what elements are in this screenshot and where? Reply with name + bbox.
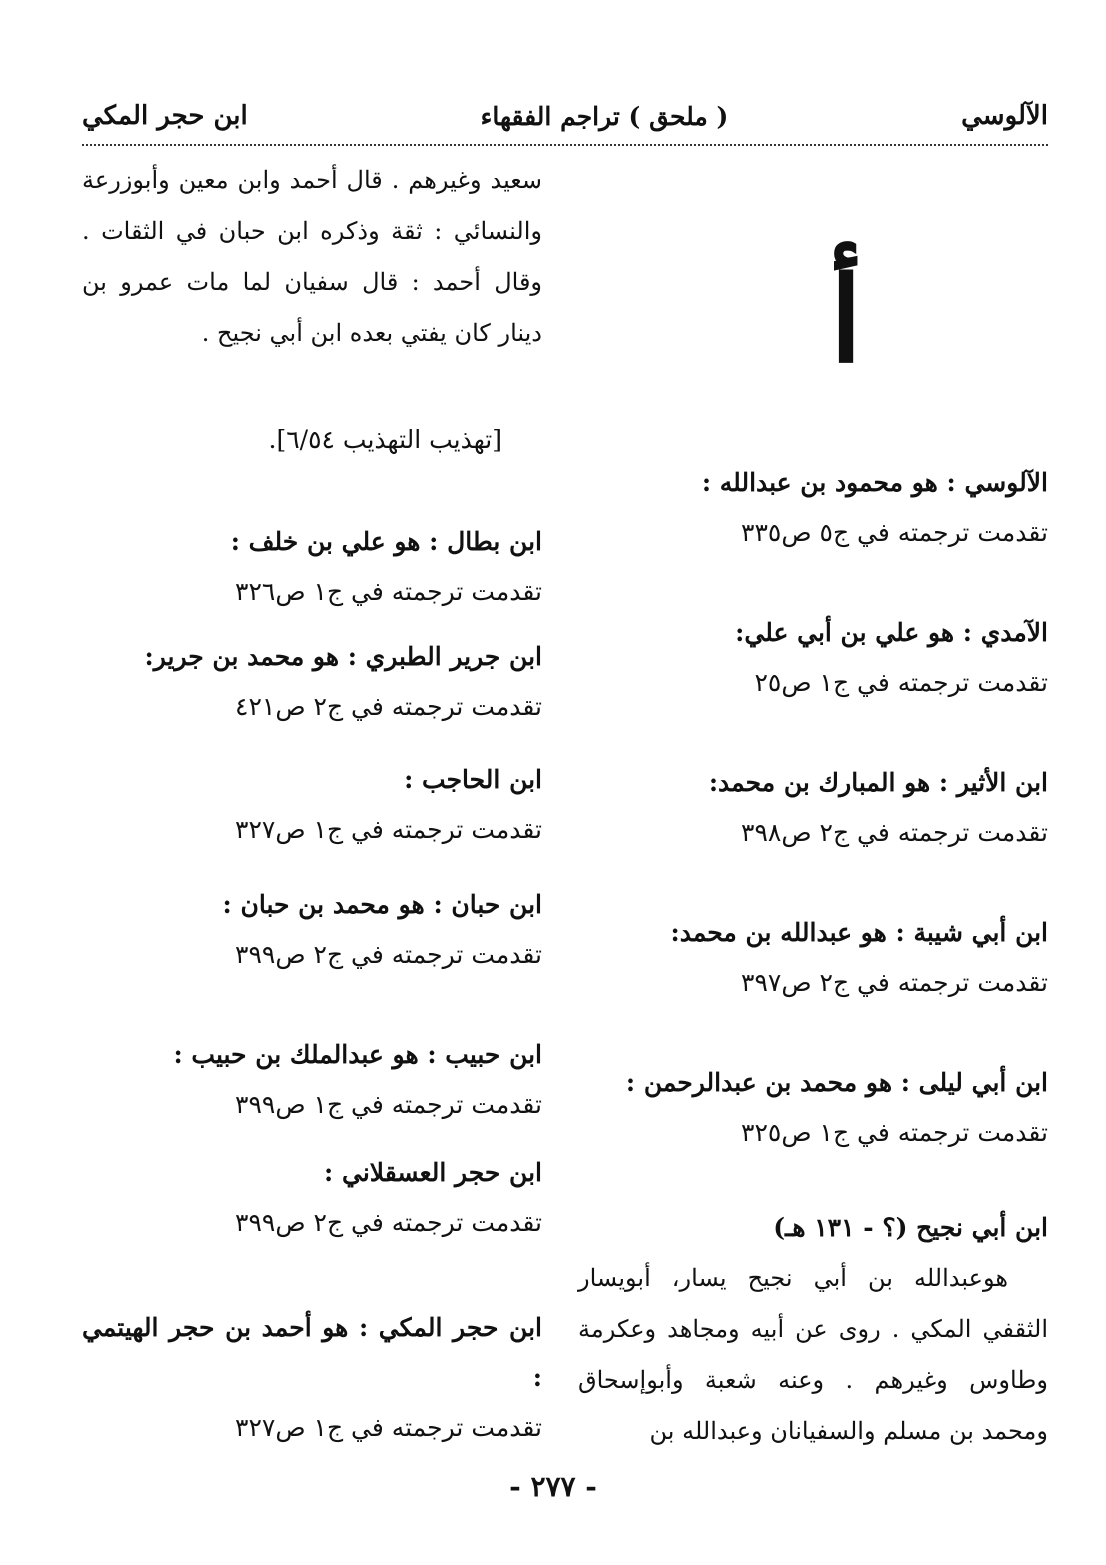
entry-ibn-hajar-asqalani xyxy=(82,1148,542,1248)
entry-ref: تقدمت ترجمته في ج٢ ص٣٩٩ xyxy=(235,1208,542,1237)
entry-ref: تقدمت ترجمته في ج٢ ص٣٩٩ xyxy=(235,940,542,969)
entry-ibn-abi-najih xyxy=(578,1203,1048,1457)
entry-biography: هوعبدالله بن أبي نجيح يسار، أبويسار الثقفي المكي . روى عن أبيه ومجاهد وعكرمة وطاوس وغيرهم . وعنه شعبة وأبوإسحاق ومحمد بن مسلم والسفيانان وعبدالله بن xyxy=(578,1264,1048,1445)
entry-ibn-battal xyxy=(82,517,542,617)
biography-continuation: سعيد وغيرهم . قال أحمد وابن معين وأبوزرعة والنسائي : ثقة وذكره ابن حبان في الثقات . وقال أحمد : قال سفيان لما مات عمرو بن دينار كان يفتي بعده ابن أبي نجيح . xyxy=(82,166,542,347)
section-letter: أ xyxy=(829,250,863,389)
entry-amidi xyxy=(578,608,1048,708)
running-header xyxy=(82,92,1048,140)
header-left: ابن حجر المكي xyxy=(82,101,248,131)
entry-head: ابن بطال : هو علي بن خلف : xyxy=(230,527,542,556)
entry-ibn-al-hajib xyxy=(82,755,542,855)
entry-ibn-jarir xyxy=(82,632,542,732)
entry-head: ابن أبي شيبة : هو عبدالله بن محمد: xyxy=(670,918,1048,947)
entry-head: ابن حبان : هو محمد بن حبان : xyxy=(222,890,542,919)
entry-ref: تقدمت ترجمته في ج١ ص٣٢٧ xyxy=(235,815,542,844)
entry-head: ابن أبي ليلى : هو محمد بن عبدالرحمن : xyxy=(625,1068,1048,1097)
entry-ref: تقدمت ترجمته في ج٢ ص٣٩٧ xyxy=(741,968,1048,997)
entry-ref: تقدمت ترجمته في ج٢ ص٣٩٨ xyxy=(741,818,1048,847)
entry-head: ابن حبيب : هو عبدالملك بن حبيب : xyxy=(173,1040,542,1069)
entry-ibn-al-athir xyxy=(578,758,1048,858)
entry-head: ابن حجر المكي : هو أحمد بن حجر الهيتمي : xyxy=(82,1313,542,1392)
entry-ref: تقدمت ترجمته في ج١ ص٣٢٧ xyxy=(235,1413,542,1442)
entry-head: الآلوسي : هو محمود بن عبدالله : xyxy=(701,468,1048,497)
entry-ibn-hajar-makki xyxy=(82,1303,542,1453)
page-number: - ٢٧٧ - xyxy=(509,1470,597,1503)
entry-ref: تقدمت ترجمته في ج١ ص٣٢٥ xyxy=(741,1118,1048,1147)
header-center: ( ملحق ) تراجم الفقهاء xyxy=(480,101,729,131)
entry-ibn-habib xyxy=(82,1030,542,1130)
entry-alusi xyxy=(578,458,1048,558)
entry-head: ابن الحاجب : xyxy=(404,765,542,794)
entry-ref: تقدمت ترجمته في ج١ ص٣٩٩ xyxy=(235,1090,542,1119)
entry-ibn-abi-shayba xyxy=(578,908,1048,1008)
entry-head: ابن جرير الطبري : هو محمد بن جرير: xyxy=(144,642,542,671)
header-divider xyxy=(82,144,1048,146)
entry-head: ابن حجر العسقلاني : xyxy=(324,1158,542,1187)
entry-ref: تقدمت ترجمته في ج٥ ص٣٣٥ xyxy=(741,518,1048,547)
entry-head: ابن الأثير : هو المبارك بن محمد: xyxy=(708,768,1048,797)
entry-head: الآمدي : هو علي بن أبي علي: xyxy=(735,618,1048,647)
entry-head: ابن أبي نجيح (؟ - ١٣١ هـ) xyxy=(773,1213,1048,1242)
header-right: الآلوسي xyxy=(961,101,1048,131)
entry-ref: تقدمت ترجمته في ج٢ ص٤٢١ xyxy=(235,692,542,721)
entry-ref: تقدمت ترجمته في ج١ ص٣٢٦ xyxy=(235,577,542,606)
source-citation xyxy=(82,415,542,465)
entry-ibn-hibban xyxy=(82,880,542,980)
entry-ref: تقدمت ترجمته في ج١ ص٢٥ xyxy=(754,668,1048,697)
entry-ibn-abi-layla xyxy=(578,1058,1048,1158)
citation-text: [تهذيب التهذيب ٦/٥٤]. xyxy=(268,425,502,454)
